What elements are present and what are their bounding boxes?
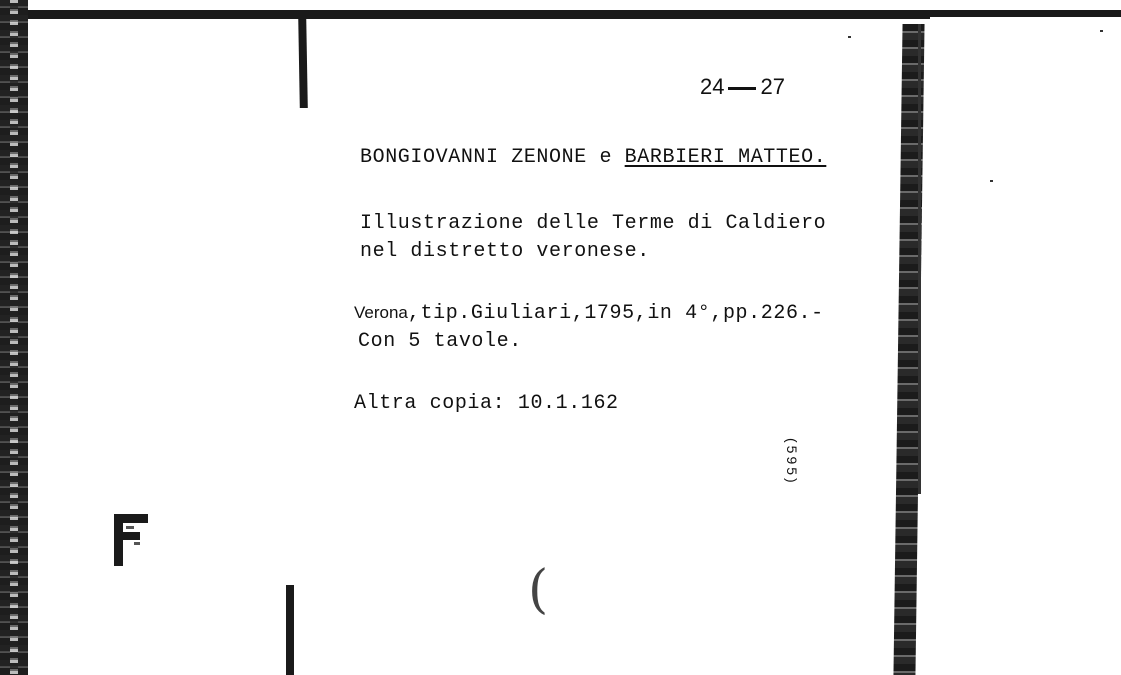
call-number <box>700 74 785 100</box>
call-number-dash <box>728 87 756 90</box>
card-left-edge-texture <box>10 0 18 675</box>
other-copy-line <box>354 392 619 415</box>
scan-speck <box>1100 30 1103 32</box>
card-right-edge-line <box>918 24 921 494</box>
other-copy-value: 10.1.162 <box>517 392 619 415</box>
title-line-1: Illustrazione delle Terme di Caldiero <box>360 212 827 235</box>
call-number-right: 27 <box>760 74 785 99</box>
card-bottom-hole-mark <box>286 585 294 675</box>
author-1: BONGIOVANNI ZENONE <box>360 146 587 169</box>
call-number-left: 24 <box>700 74 725 99</box>
pencil-mark: ( <box>528 560 549 620</box>
other-copy-label: Altra copia: <box>354 392 506 415</box>
title-line-2: nel distretto veronese. <box>360 240 650 263</box>
scan-speck <box>990 180 993 182</box>
authors-line <box>360 146 826 169</box>
card-top-hole-mark <box>298 16 308 108</box>
imprint-line <box>354 302 824 325</box>
scan-speck <box>848 36 851 38</box>
author-conjunction: e <box>599 146 613 169</box>
imprint-details: ,tip.Giuliari,1795,in 4°,pp.226.- <box>407 302 824 325</box>
stamp-letter-f <box>112 510 152 568</box>
imprint-city: Verona <box>354 303 408 322</box>
author-2: BARBIERI MATTEO. <box>624 146 827 169</box>
card-top-edge-gap <box>930 17 1121 23</box>
side-number: (595) <box>784 438 800 486</box>
plates-line: Con 5 tavole. <box>358 330 522 353</box>
